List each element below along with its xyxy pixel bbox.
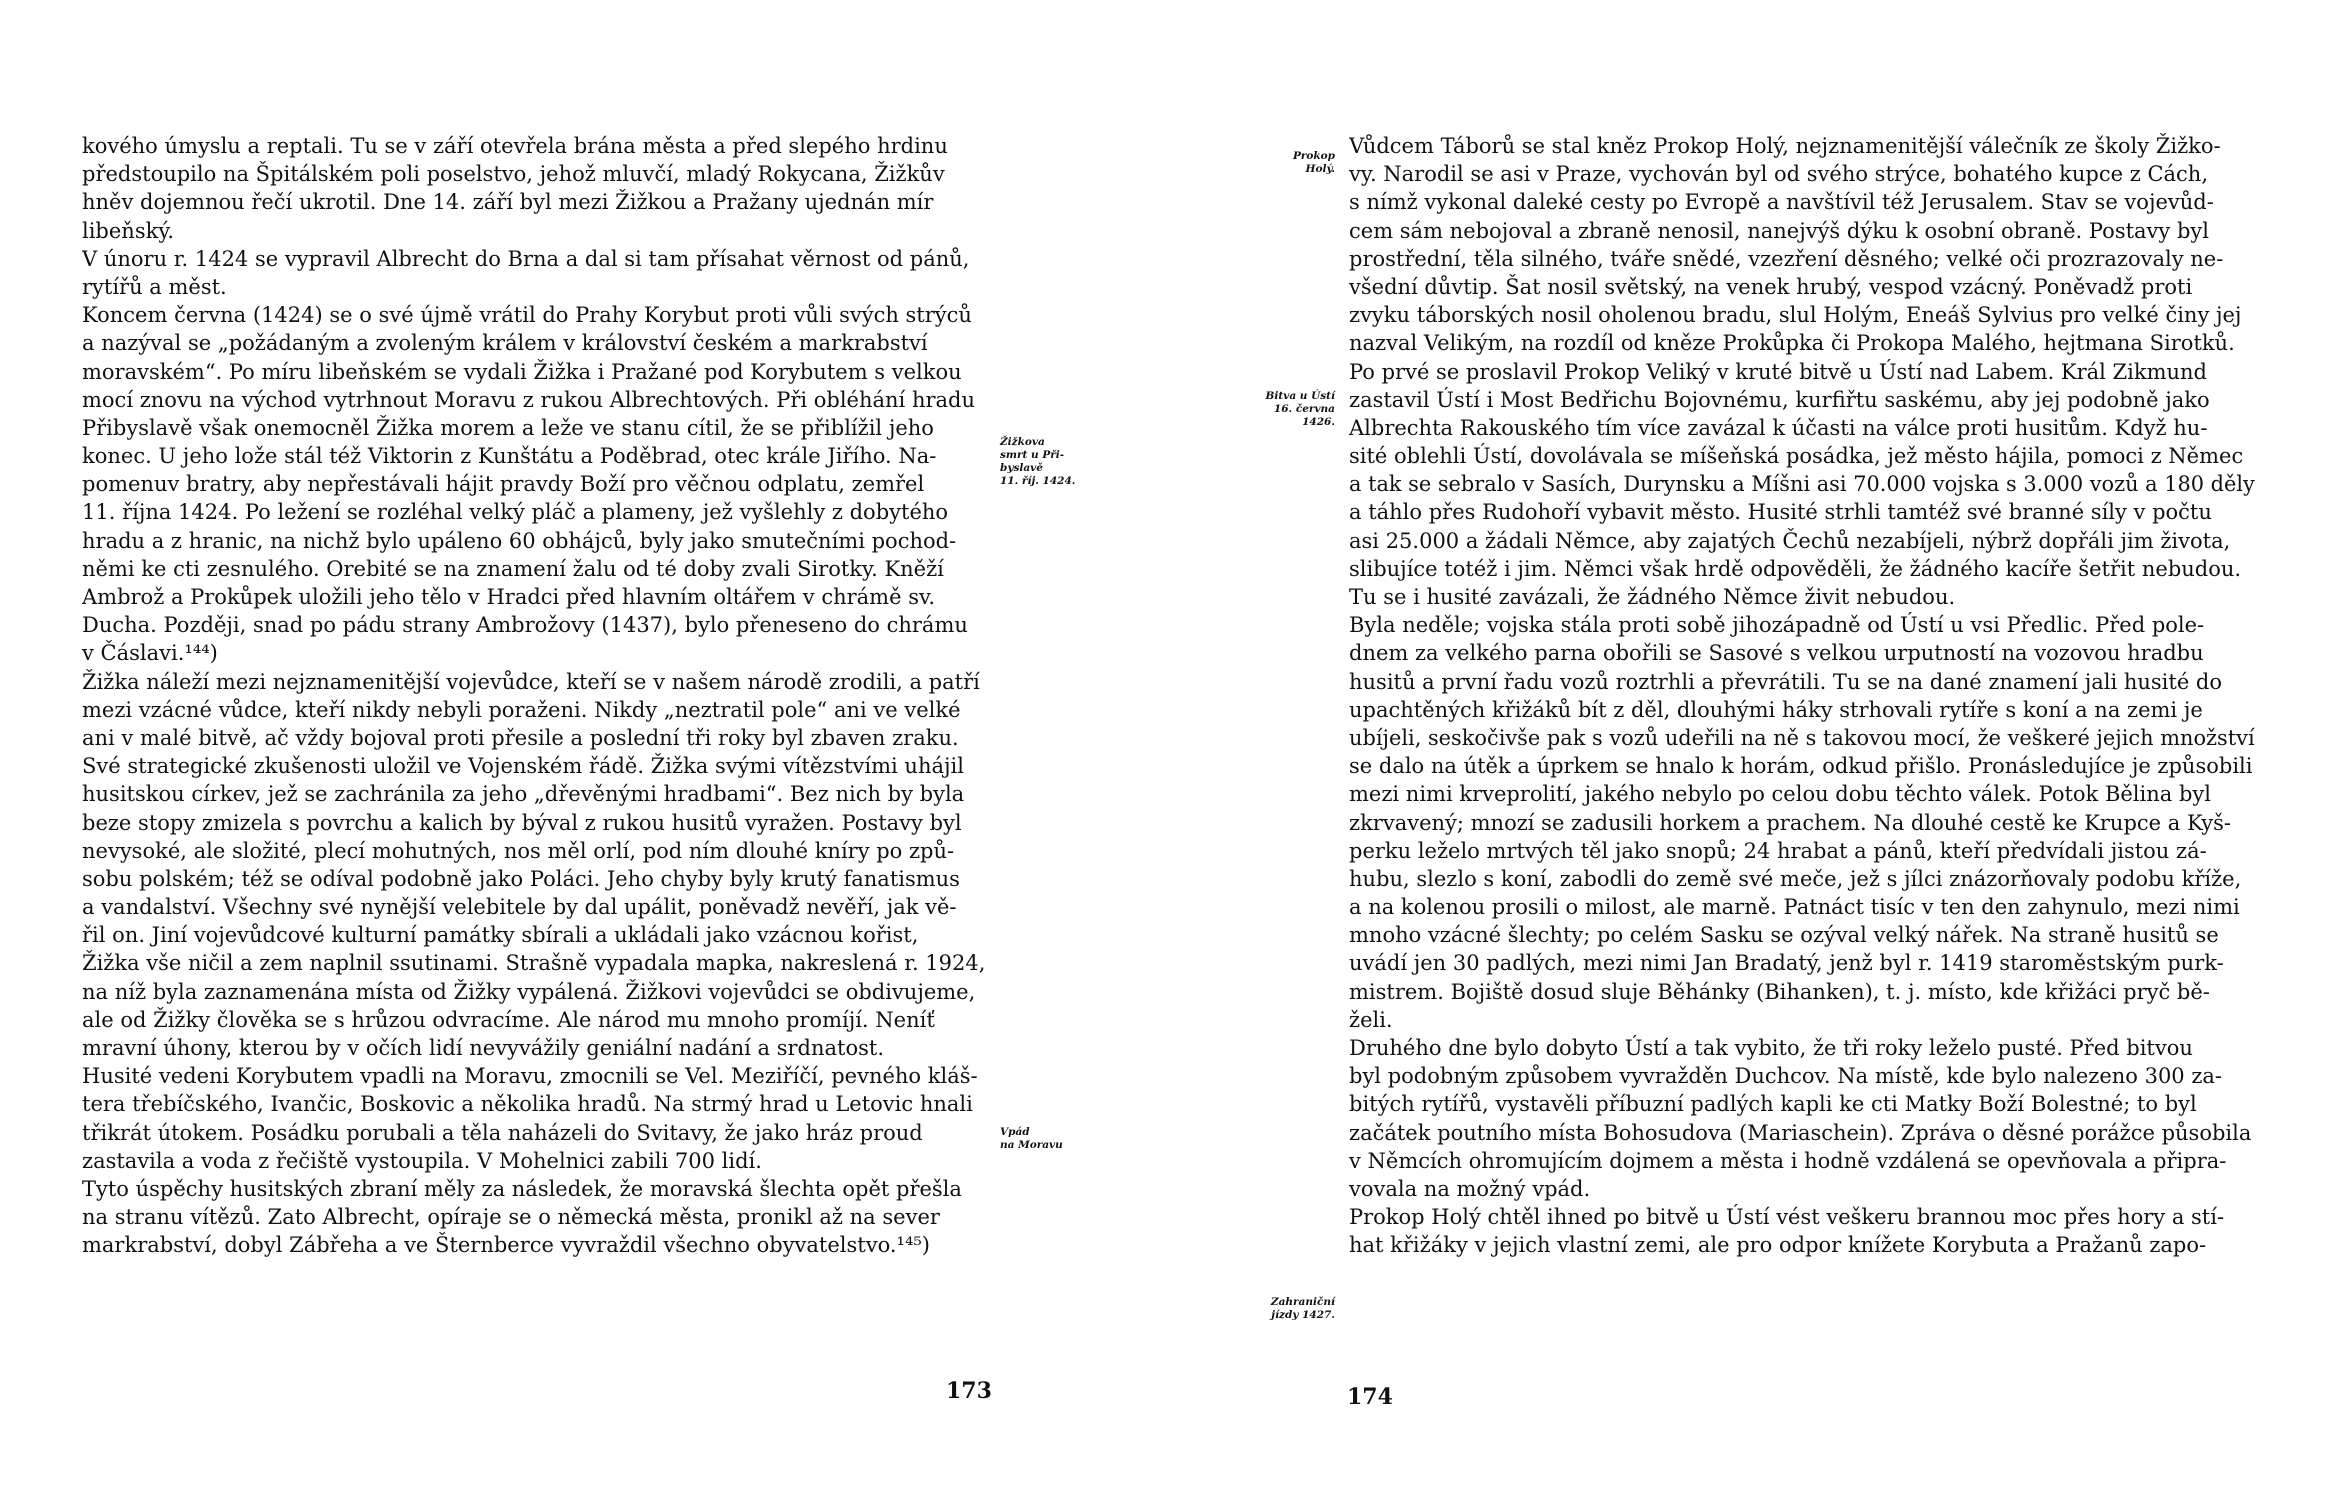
text-line: v Němcích ohromujícím dojmem a města i hodně vzdálená se opevňovala a připra- — [1349, 1148, 2227, 1173]
margin-note-zahranicni-jizdy — [1213, 1296, 1335, 1322]
margin-note-line: Zahraniční — [1270, 1296, 1335, 1308]
text-line: želi. — [1349, 1007, 1393, 1032]
text-line: sobu polském; též se odíval podobně jako Poláci. Jeho chyby byly krutý fanatismus — [82, 866, 960, 891]
text-line: Své strategické zkušenosti uložil ve Vojenském řádě. Žižka svými vítězstvími uhájil — [82, 754, 964, 779]
text-line: moravském“. Po míru libeňském se vydali Žižka i Pražané pod Korybutem s velkou — [82, 359, 962, 384]
page-number: 173 — [946, 1378, 992, 1404]
text-line: hněv dojemnou řečí ukrotil. Dne 14. září byl mezi Žižkou a Pražany ujednán mír — [82, 190, 934, 215]
text-line: kového úmyslu a reptali. Tu se v září otevřela brána města a před slepého hrdinu — [82, 134, 948, 158]
text-line: upachtěných křižáků bít z děl, dlouhými háky strhovali rytíře s koní a na zemi je — [1349, 697, 2203, 722]
text-line: V únoru r. 1424 se vypravil Albrecht do Brna a dal si tam přísahat věrnost od pánů, — [82, 246, 970, 271]
text-line: Po prvé se proslavil Prokop Veliký v kruté bitvě u Ústí nad Labem. Král Zikmund — [1349, 359, 2207, 384]
text-line: všední důvtip. Šat nosil světský, na venek hrubý, vespod vzácný. Poněvadž proti — [1349, 274, 2193, 299]
margin-note-line: 1426. — [1302, 416, 1335, 428]
text-line: rytířů a měst. — [82, 274, 227, 299]
text-line: tera třebíčského, Ivančic, Boskovic a několika hradů. Na strmý hrad u Letovic hnali — [82, 1092, 973, 1117]
text-line: markrabství, dobyl Zábřeha a ve Šternberce vyvraždil všechno obyvatelstvo.¹⁴⁵) — [82, 1233, 930, 1258]
text-line: mezi vzácné vůdce, kteří nikdy nebyli poraženi. Nikdy „neztratil pole“ ani ve velké — [82, 697, 961, 722]
text-line: libeňský. — [82, 218, 175, 243]
text-line: Albrechta Rakouského tím více zavázal k účasti na válce proti husitům. Když hu- — [1349, 415, 2208, 440]
text-line: hat křižáky v jejich vlastní zemi, ale pro odpor knížete Korybuta a Pražanů zapo- — [1349, 1233, 2207, 1258]
text-line: a táhlo přes Rudohoří vybavit město. Husité strhli tamtéž své branné síly v počtu — [1349, 500, 2212, 525]
text-line: mocí znovu na východ vytrhnout Moravu z rukou Albrechtových. Při obléhání hradu — [82, 387, 976, 412]
text-line: Tyto úspěchy husitských zbraní měly za následek, že moravská šlechta opět přešla — [82, 1176, 962, 1201]
text-line: Žižka vše ničil a zem naplnil ssutinami. Strašně vypadala mapka, nakreslená r. 1924, — [82, 951, 986, 976]
right-body-text — [1349, 132, 2255, 1260]
text-line: zvyku táborských nosil oholenou bradu, slul Holým, Eneáš Sylvius pro velké činy jej — [1349, 303, 2242, 328]
text-line: Vůdcem Táborů se stal kněz Prokop Holý, nejznamenitější válečník ze školy Žižko- — [1349, 134, 2221, 158]
text-line: začátek poutního místa Bohosudova (Mariaschein). Zpráva o děsné porážce působila — [1349, 1120, 2252, 1145]
text-line: Žižka náleží mezi nejznamenitější vojevůdce, kteří se v našem národě zrodili, a patří — [82, 669, 980, 694]
text-line: mezi nimi krveprolití, jakého nebylo po celou dobu těchto válek. Potok Bělina byl — [1349, 782, 2211, 807]
text-line: prostřední, těla silného, tváře snědé, vzezření děsného; velké oči prozrazovaly ne- — [1349, 246, 2224, 271]
text-line: Prokop Holý chtěl ihned po bitvě u Ústí vést veškeru brannou moc přes hory a stí- — [1349, 1205, 2225, 1230]
text-line: husitů a první řadu vozů roztrhli a převrátili. Tu se na dané znamení jali husité do — [1349, 669, 2223, 694]
margin-note-line: byslavě — [1000, 462, 1043, 474]
margin-note-bitva-u-usti — [1213, 390, 1335, 429]
text-line: ale od Žižky člověka se s hrůzou odvracíme. Ale národ mu mnoho promíjí. Neníť — [82, 1007, 935, 1032]
margin-note-vpad-na-moravu — [1000, 1126, 1063, 1152]
text-line: beze stopy zmizela s povrchu a kalich by býval z rukou husitů vyražen. Postavy byl — [82, 810, 962, 835]
text-line: slibujíce totéž i jim. Němci však hrdě odpověděli, že žádného kacíře šetřit nebudou. — [1349, 556, 2242, 581]
text-line: němi ke cti zesnulého. Orebité se na znamení žalu od té doby zvali Sirotky. Kněží — [82, 556, 944, 581]
margin-note-line: Holý. — [1305, 163, 1335, 175]
text-line: bitých rytířů, vystavěli příbuzní padlých kapli ke cti Matky Boží Bolestné; to byl — [1349, 1092, 2197, 1117]
text-line: hubu, slezlo s koní, zabodli do země své meče, jež s jílci znázorňovaly podobu kříže, — [1349, 866, 2242, 891]
margin-note-line: 11. říj. 1424. — [1000, 475, 1076, 487]
text-line: Přibyslavě však onemocněl Žižka morem a leže ve stanu cítil, že se přiblížil jeho — [82, 415, 934, 440]
text-line: Tu se i husité zavázali, že žádného Němce živit nebudou. — [1349, 585, 1956, 609]
text-line: předstoupilo na Špitálském poli poselstvo, jehož mluvčí, mladý Rokycana, Žižkův — [82, 162, 945, 187]
text-line: zastavil Ústí i Most Bedřichu Bojovnému, kurfiřtu saskému, aby jej podobně jako — [1349, 387, 2210, 412]
text-line: byl podobným způsobem vyvražděn Duchcov. Na místě, kde bylo nalezeno 300 za- — [1349, 1064, 2223, 1089]
text-line: ani v malé bitvě, ač vždy bojoval proti přesile a poslední tři roky byl zbaven zraku. — [82, 725, 959, 750]
text-line: Koncem června (1424) se o své újmě vrátil do Prahy Korybut proti vůli svých strýců — [82, 303, 972, 328]
text-line: se dalo na útěk a úprkem se hnalo k horám, odkud přišlo. Pronásledujíce je způsobili — [1349, 754, 2253, 779]
text-line: sité oblehli Ústí, dovolávala se míšeňská posádka, jež město hájila, pomoci z Němec — [1349, 444, 2244, 469]
text-line: zkrvavený; mnozí se zadusili horkem a prachem. Na dlouhé cestě ke Krupce a Kyš- — [1349, 810, 2232, 835]
text-line: řil on. Jiní vojevůdcové kulturní památky sbírali a ukládali jako vzácnou kořist, — [82, 923, 919, 948]
text-line: a na kolenou prosili o milost, ale marně. Patnáct tisíc v ten den zahynulo, mezi nimi — [1349, 895, 2240, 920]
margin-note-line: Žižkova — [1000, 436, 1045, 448]
margin-note-line: Prokop — [1292, 150, 1335, 162]
margin-note-line: na Moravu — [1000, 1139, 1063, 1151]
text-line: s nímž vykonal daleké cesty po Evropě a navštívil též Jerusalem. Stav se vojevůd- — [1349, 190, 2214, 215]
text-line: v Čáslavi.¹⁴⁴) — [82, 641, 218, 666]
margin-note-line: Vpád — [1000, 1126, 1030, 1138]
text-line: dnem za velkého parna obořili se Sasové s velkou urputností na vozovou hradbu — [1349, 641, 2204, 666]
text-line: Ducha. Později, snad po pádu strany Ambrožovy (1437), bylo přeneseno do chrámu — [82, 613, 968, 638]
text-line: cem sám nebojoval a zbraně nenosil, nanejvýš dýku k osobní obraně. Postavy byl — [1349, 218, 2209, 243]
text-line: Byla neděle; vojska stála proti sobě jihozápadně od Ústí u vsi Předlic. Před pole- — [1349, 613, 2205, 638]
text-line: na stranu vítězů. Zato Albrecht, opíraje se o německá města, pronikl až na sever — [82, 1205, 940, 1230]
text-line: vy. Narodil se asi v Praze, vychován byl od svého strýce, bohatého kupce z Cách, — [1349, 162, 2209, 187]
text-line: konec. U jeho lože stál též Viktorin z Kunštátu a Poděbrad, otec krále Jiřího. Na- — [82, 444, 937, 469]
text-line: pomenuv bratry, aby nepřestávali hájit pravdy Boží pro věčnou odplatu, zemřel — [82, 472, 925, 497]
margin-note-line: 16. června — [1273, 403, 1335, 415]
page-number: 174 — [1347, 1384, 1393, 1410]
text-line: třikrát útokem. Posádku porubali a těla naházeli do Svitavy, že jako hráz proud — [82, 1120, 923, 1145]
text-line: Ambrož a Prokůpek uložili jeho tělo v Hradci před hlavním oltářem v chrámě sv. — [82, 585, 936, 609]
text-line: hradu a z hranic, na nichž bylo upáleno 60 obhájců, byly jako smutečními pochod- — [82, 528, 957, 553]
text-line: perku leželo mrtvých těl jako snopů; 24 hrabat a pánů, kteří předvídali jistou zá- — [1349, 838, 2207, 863]
margin-note-line: jízdy 1427. — [1271, 1309, 1335, 1321]
text-line: zastavila a voda z řečiště vystoupila. V Mohelnici zabili 700 lidí. — [82, 1148, 762, 1173]
text-line: Druhého dne bylo dobyto Ústí a tak vybito, že tři roky leželo pusté. Před bitvou — [1349, 1036, 2193, 1060]
text-line: a nazýval se „požádaným a zvoleným králem v království českém a markrabství — [82, 331, 928, 356]
text-line: mistrem. Bojiště dosud sluje Běhánky (Bihanken), t. j. místo, kde křižáci pryč bě- — [1349, 979, 2210, 1004]
text-line: uvádí jen 30 padlých, mezi nimi Jan Bradatý, jenž byl r. 1419 staroměstským purk- — [1349, 951, 2224, 976]
text-line: a vandalství. Všechny své nynější velebitele by dal upálit, poněvadž nevěří, jak vě- — [82, 895, 957, 920]
text-line: Husité vedeni Korybutem vpadli na Moravu, zmocnili se Vel. Meziříčí, pevného kláš- — [82, 1064, 978, 1089]
margin-note-line: Bitva u Ústí — [1265, 390, 1335, 402]
margin-note-zizkova-smrt — [1000, 436, 1075, 488]
text-line: nazval Velikým, na rozdíl od kněze Prokůpka či Prokopa Malého, hejtmana Sirotků. — [1349, 331, 2235, 356]
text-line: 11. října 1424. Po ležení se rozléhal velký pláč a plameny, jež vyšlehly z dobytého — [82, 500, 949, 525]
text-line: ubíjeli, seskočivše pak s vozů udeřili na ně s takovou mocí, že veškeré jejich množství — [1349, 725, 2255, 750]
text-line: na níž byla zaznamenána místa od Žižky vypálená. Žižkovi vojevůdci se obdivujeme, — [82, 979, 976, 1004]
text-line: a tak se sebralo v Sasích, Durynsku a Míšni asi 70.000 vojska s 3.000 vozů a 180 děly — [1349, 472, 2255, 497]
text-line: husitskou církev, jež se zachránila za jeho „dřevěnými hradbami“. Bez nich by byla — [82, 782, 965, 807]
text-line: mravní úhony, kterou by v očích lidí nevyvážily geniální nadání a srdnatost. — [82, 1036, 884, 1060]
text-line: asi 25.000 a žádali Němce, aby zajatých Čechů nezabíjeli, nýbrž dopřáli jim života, — [1349, 528, 2231, 553]
text-line: mnoho vzácné šlechty; po celém Sasku se ozýval velký nářek. Na straně husitů se — [1349, 923, 2219, 948]
margin-note-line: smrt u Při- — [1000, 449, 1065, 461]
text-line: vovala na možný vpád. — [1349, 1176, 1591, 1201]
text-line: nevysoké, ale složité, plecí mohutných, nos měl orlí, pod ním dlouhé kníry po způ- — [82, 838, 955, 863]
left-body-text — [82, 132, 988, 1260]
margin-note-prokop-holy — [1213, 150, 1335, 176]
right-page — [1163, 0, 2326, 1500]
